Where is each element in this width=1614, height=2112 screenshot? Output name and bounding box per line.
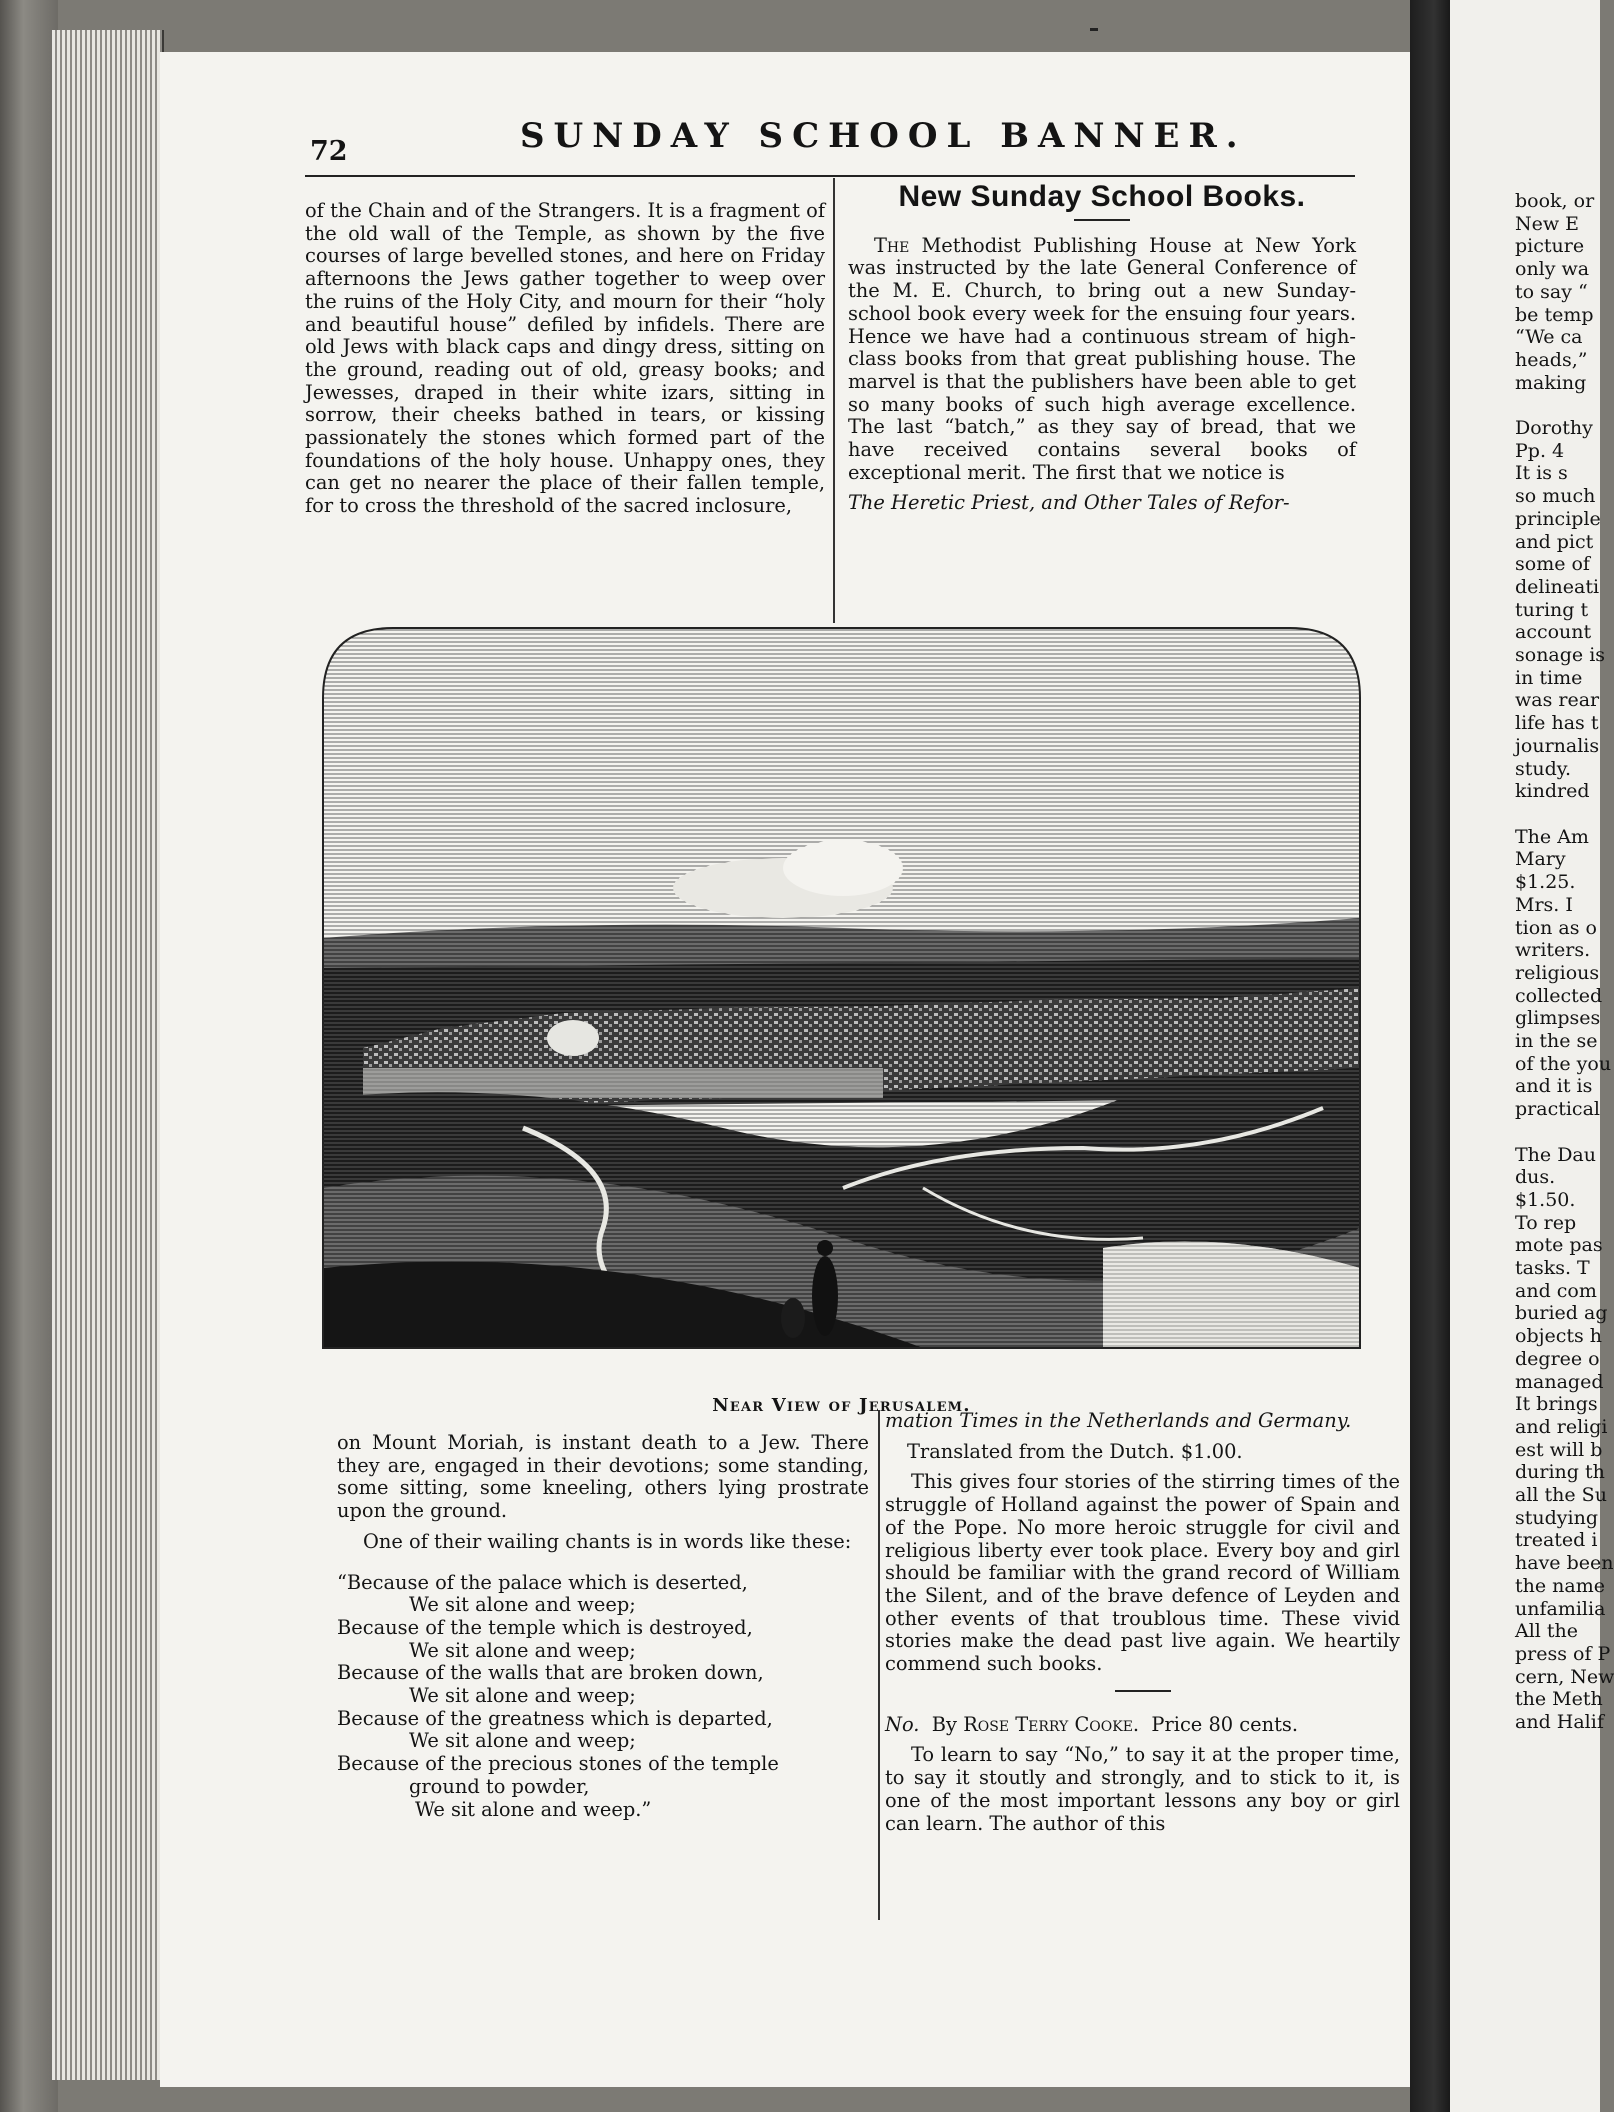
facing-page-line: religious [1515, 961, 1600, 984]
facing-page-line: New E [1515, 212, 1580, 235]
paragraph: One of their wailing chants is in words like these: [363, 1529, 852, 1553]
facing-page-line: and it is [1515, 1075, 1593, 1098]
section-rule [1115, 1690, 1171, 1692]
facing-page-line [1515, 394, 1605, 417]
poem-line: Because of the temple which is destroyed, [337, 1615, 753, 1639]
facing-page-line: turing t [1515, 598, 1589, 621]
poem-line: We sit alone and weep; [409, 1638, 636, 1662]
facing-page-line: treated i [1515, 1529, 1598, 1552]
stacked-page-edges [52, 30, 164, 2080]
facing-page-line: buried ag [1515, 1302, 1608, 1325]
poem-line: We sit alone and weep; [409, 1684, 636, 1708]
facing-page-line: Mary [1515, 848, 1566, 871]
facing-page-line: Pp. 4 [1515, 439, 1565, 462]
book-binding-left [0, 0, 58, 2112]
paragraph: This gives four stories of the stirring times of the struggle of Holland against the power of Spain and of the Pope. No more heroic struggle for civil and religious liberty ever took place. Every boy and girl should be familiar with the grand record of William the Silent, and of the brave defence of Leyden and other events of that troublous time. These vivid stories make the dead past live again. We heartily commend such books. [885, 1470, 1400, 1676]
poem-line: We sit alone and weep; [409, 1593, 636, 1617]
figure-caption: Near View of Jerusalem. [712, 1395, 971, 1416]
facing-page-line: so much [1515, 485, 1596, 508]
facing-page-line: tion as o [1515, 916, 1597, 939]
left-column-top [305, 200, 825, 526]
facing-page-line: study. [1515, 757, 1572, 780]
section-heading: New Sunday School Books. [898, 180, 1306, 213]
paragraph-body: Methodist Publishing House at New York was instructed by the late General Conference of the M. E. Church, to bring out a new Sunday-school book every week for the ensuing four years. Hence we have had a continuous stream of high-class books from that great publishing house. The marvel is that the publishers have been able to get so many books of such high average excellence. The last “batch,” as they say of bread, that we have received contains several books of exceptional merit. The first that we notice is [848, 233, 1356, 484]
facing-page-line: and religi [1515, 1415, 1608, 1438]
facing-page-line: only wa [1515, 258, 1590, 281]
facing-page-line: dus. [1515, 1166, 1556, 1189]
facing-page-line: during th [1515, 1461, 1605, 1484]
poem-line: Because of the greatness which is departed, [337, 1706, 773, 1730]
facing-page-line: of the you [1515, 1052, 1612, 1075]
facing-page-line: delineati [1515, 575, 1600, 598]
facing-page-line: making [1515, 371, 1587, 394]
facing-page-line: and com [1515, 1279, 1597, 1302]
facing-page-line: in time [1515, 666, 1583, 689]
poem-line: Because of the walls that are broken down, [337, 1661, 764, 1685]
facing-page-line: sonage is [1515, 644, 1606, 667]
facing-page-line: press of P [1515, 1643, 1611, 1665]
facing-page-line: degree o [1515, 1347, 1600, 1370]
heading-rule [1074, 219, 1130, 221]
facing-page-line: collected [1515, 984, 1603, 1007]
jerusalem-engraving [323, 628, 1360, 1348]
facing-page-line: To rep [1515, 1211, 1577, 1234]
facing-page-line: life has t [1515, 712, 1599, 735]
paragraph: of the Chain and of the Strangers. It is a fragment of the old wall of the Temple, as shown by the five courses of large bevelled stones, and here on Friday afternoons the Jews gather together to weep over the ruins of the Holy City, and mourn for their “holy and beautiful house” defiled by infidels. There are old Jews with black caps and dingy dress, sitting on the ground, reading out of old, greasy books; and Jewesses, draped in their white izars, sitting in sorrow, their cheeks bathed in tears, or kissing passionately the stones which formed part of the foundations of the holy house. Unhappy ones, they can get no nearer the place of their fallen temple, for to cross the threshold of the sacred inclosure, [305, 199, 825, 518]
facing-page-line: practical [1515, 1098, 1600, 1121]
facing-page-line: Dorothy [1515, 417, 1593, 440]
facing-page-line: kindred [1515, 780, 1590, 803]
page-number: 72 [310, 136, 348, 167]
facing-page-line: be temp [1515, 303, 1594, 326]
facing-page-line: the name [1515, 1574, 1605, 1597]
book-gutter [1410, 0, 1450, 2112]
facing-page-line: was rear [1515, 689, 1600, 712]
facing-page-line: all the Su [1515, 1484, 1607, 1507]
facing-page-line: and pict [1515, 530, 1594, 553]
poem-chant [337, 1572, 869, 1822]
paragraph: on Mount Moriah, is instant death to a Jew. There they are, engaged in their devotions; some standing, some sitting, some kneeling, others lying prostrate upon the ground. [337, 1431, 869, 1523]
facing-page-line: The Dau [1515, 1143, 1596, 1166]
facing-page-line: in the se [1515, 1030, 1598, 1053]
by-label: By [931, 1712, 958, 1736]
facing-page-line: “We ca [1515, 326, 1583, 349]
facing-page-line: It brings [1515, 1393, 1598, 1416]
book-title-continued: mation Times in the Netherlands and Germany. [885, 1409, 1352, 1432]
facing-page-text [1515, 190, 1614, 1734]
book-title: No. [885, 1712, 920, 1736]
running-title: SUNDAY SCHOOL BANNER. [520, 116, 1247, 156]
facing-page-line: objects h [1515, 1325, 1603, 1348]
facing-page-line: book, or [1515, 190, 1595, 212]
poem-line: “Because of the palace which is deserted, [337, 1570, 748, 1594]
facing-page-line: Mrs. I [1515, 893, 1573, 916]
paragraph [848, 235, 1356, 485]
facing-page-line: principle [1515, 507, 1601, 530]
facing-page-line [1515, 803, 1605, 826]
facing-page-line: and Halif [1515, 1711, 1604, 1734]
facing-page-line: picture [1515, 235, 1585, 258]
book-entry [885, 1714, 1400, 1737]
facing-page-line: have been [1515, 1552, 1614, 1575]
facing-page-line: $1.50. [1515, 1188, 1576, 1211]
poem-line: We sit alone and weep; [409, 1729, 636, 1753]
facing-page-line: All the [1515, 1620, 1579, 1643]
facing-page-line: account [1515, 621, 1592, 644]
facing-page-line: journalis [1515, 734, 1600, 757]
facing-page-line: to say “ [1515, 280, 1588, 303]
facing-page-line: the Meth [1515, 1688, 1603, 1711]
poem-line: Because of the precious stones of the temple [337, 1752, 779, 1776]
left-column-bottom [337, 1432, 869, 1821]
print-mark [1090, 28, 1098, 31]
facing-page-line: est will b [1515, 1438, 1603, 1461]
facing-page-line [1515, 1121, 1605, 1144]
facing-page-line: The Am [1515, 825, 1589, 848]
facing-page-line: studying [1515, 1506, 1598, 1529]
right-column-bottom [885, 1410, 1400, 1843]
header-rule [305, 175, 1355, 177]
poem-line: We sit alone and weep.” [415, 1797, 652, 1821]
facing-page-line: It is s [1515, 462, 1568, 485]
column-rule-bottom [878, 1410, 880, 1920]
column-rule-top [833, 178, 835, 623]
paragraph: To learn to say “No,” to say it at the proper time, to say it stoutly and strongly, and to stick to it, is one of the most important lessons any boy or girl can learn. The author of this [885, 1743, 1400, 1835]
facing-page-line: tasks. T [1515, 1257, 1590, 1280]
lead-word: The [874, 233, 910, 257]
facing-page-line: managed [1515, 1370, 1604, 1393]
book-details: Translated from the Dutch. $1.00. [907, 1439, 1243, 1463]
right-column-top [848, 182, 1356, 523]
price: Price 80 cents. [1151, 1712, 1299, 1736]
poem-line: ground to powder, [409, 1774, 590, 1798]
facing-page-line: cern, New [1515, 1665, 1614, 1688]
facing-page-line: glimpses [1515, 1007, 1601, 1030]
book-title: The Heretic Priest, and Other Tales of Refor- [848, 491, 1290, 515]
facing-page-line: writers. [1515, 939, 1591, 962]
facing-page-line: unfamilia [1515, 1597, 1606, 1620]
facing-page-line: heads,” [1515, 348, 1588, 371]
facing-page-line: $1.25. [1515, 871, 1576, 894]
author-name: Rose Terry Cooke. [963, 1712, 1140, 1736]
facing-page-line: mote pas [1515, 1234, 1603, 1257]
facing-page-line: some of [1515, 553, 1590, 576]
